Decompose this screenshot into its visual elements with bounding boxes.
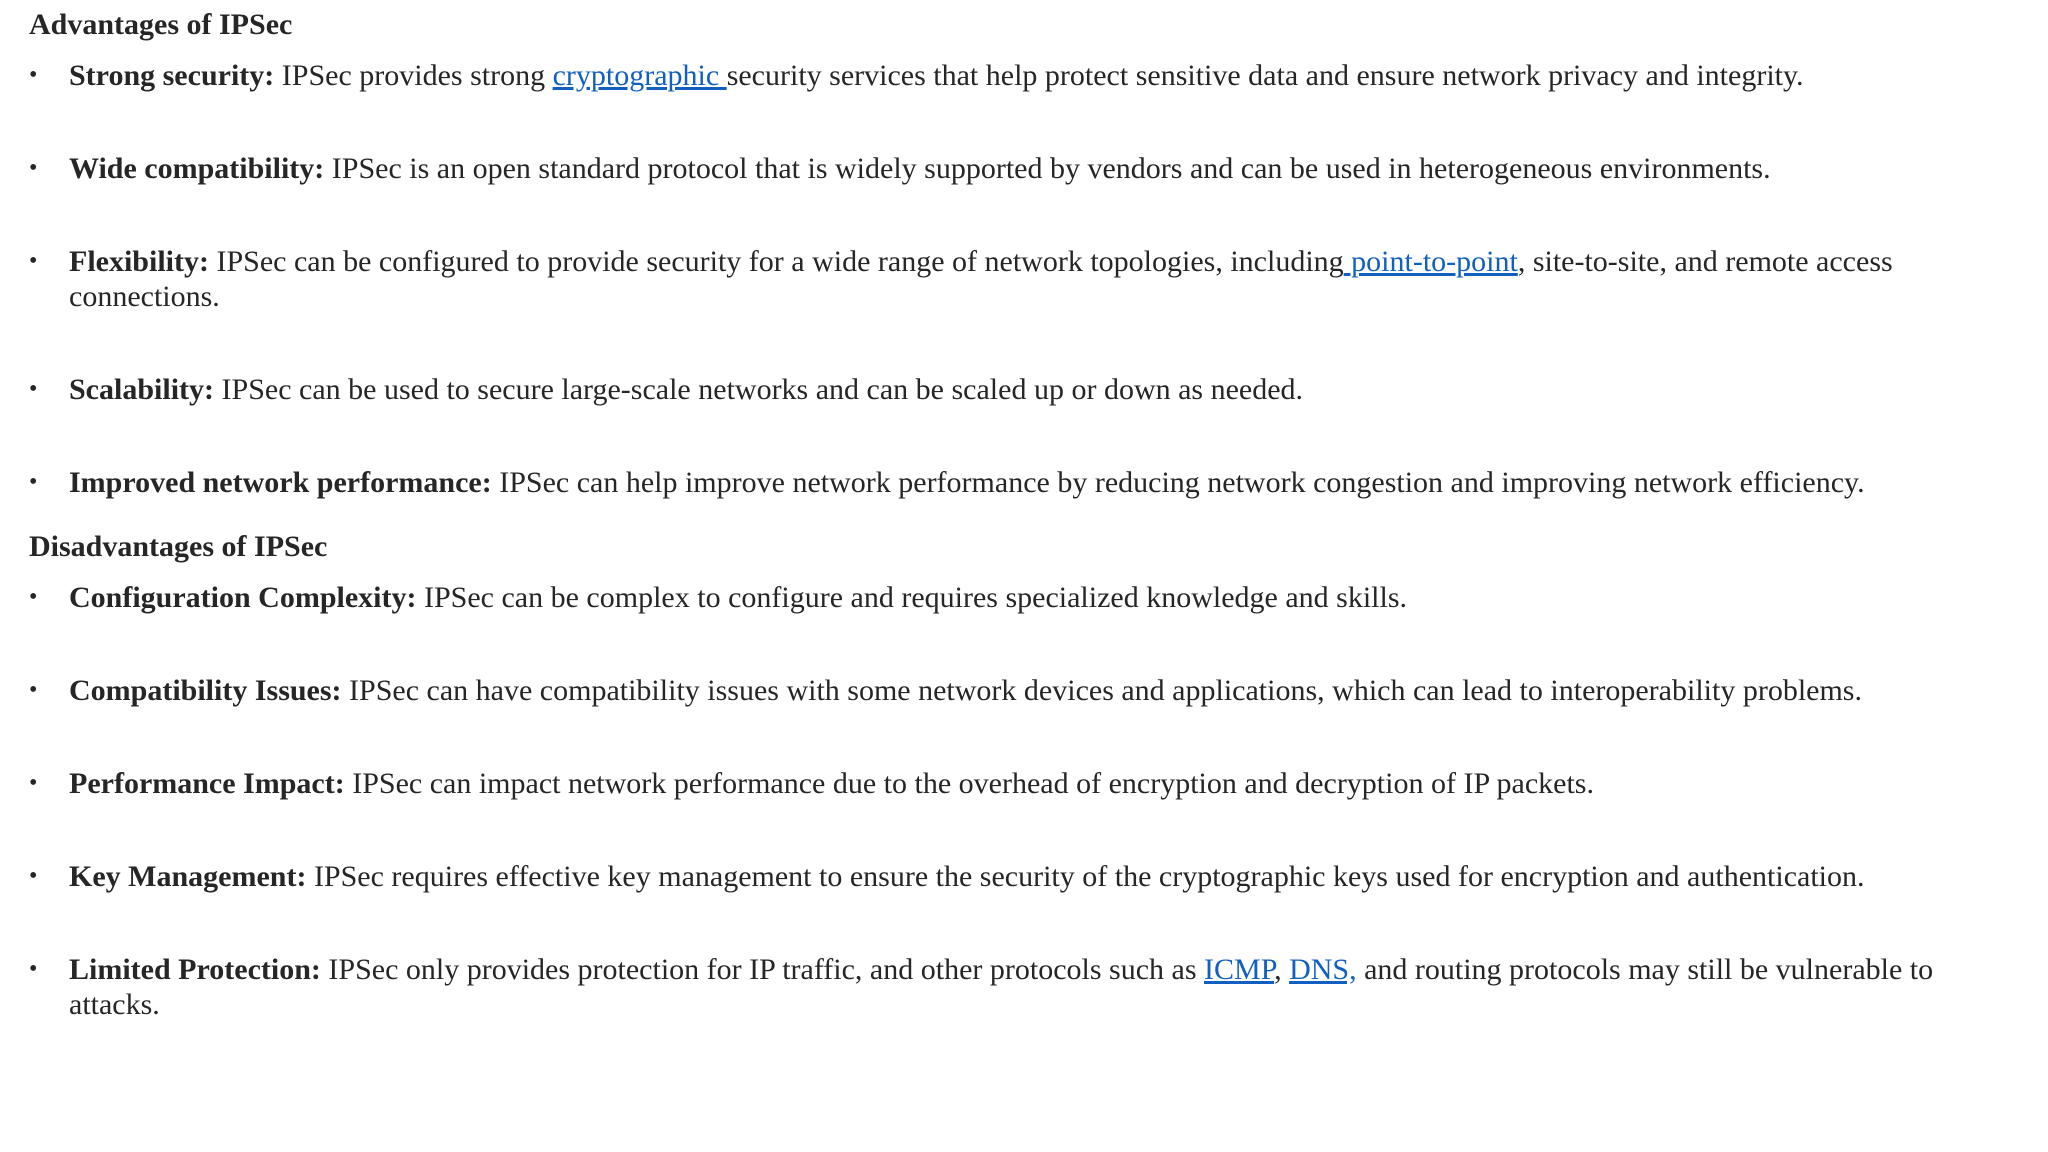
list-item (29, 465, 2019, 500)
list-item (29, 859, 2019, 894)
link-icmp[interactable]: ICMP (1204, 953, 1275, 986)
item-term: Improved network performance: (69, 466, 492, 499)
item-term: Scalability: (69, 373, 215, 406)
item-term: Wide compatibility: (69, 152, 325, 185)
item-term: Flexibility: (69, 245, 209, 278)
item-term: Compatibility Issues: (69, 674, 342, 707)
list-item (29, 58, 2019, 93)
item-term: Strong security: (69, 59, 275, 92)
item-text: IPSec can have compatibility issues with some network devices and applications, which can lead to interoperability problems. (341, 674, 1862, 707)
item-term: Limited Protection: (69, 953, 321, 986)
list-item (29, 372, 2019, 407)
list-item (29, 244, 2019, 314)
item-text: , site-to-site, and remote access connections. (69, 245, 1893, 313)
bullet-icon: • (29, 584, 38, 610)
item-text: IPSec can impact network performance due to the overhead of encryption and decryption of IP packets. (344, 767, 1594, 800)
item-text: IPSec provides strong (274, 59, 553, 92)
disadvantages-list (29, 580, 2019, 1022)
disadvantages-heading: Disadvantages of IPSec (29, 530, 328, 563)
list-item (29, 580, 2019, 615)
item-text: IPSec can be configured to provide security for a wide range of network topologies, including (208, 245, 1344, 278)
bullet-icon: • (29, 677, 38, 703)
item-text: IPSec can help improve network performance by reducing network congestion and improving network efficiency. (491, 466, 1865, 499)
advantages-list (29, 58, 2019, 500)
item-term: Key Management: (69, 860, 307, 893)
item-term: Configuration Complexity: (69, 581, 417, 614)
bullet-icon: • (29, 863, 38, 889)
bullet-icon: • (29, 770, 38, 796)
bullet-icon: • (29, 155, 38, 181)
list-item (29, 766, 2019, 801)
link-cryptographic[interactable]: cryptographic (552, 59, 727, 92)
item-text: and routing protocols may still be vulnerable to attacks. (69, 953, 1934, 1021)
advantages-heading: Advantages of IPSec (29, 8, 293, 41)
item-text: IPSec requires effective key management to ensure the security of the cryptographic keys used for encryption and authentication. (306, 860, 1865, 893)
list-item (29, 151, 2019, 186)
link-dns[interactable]: DNS, (1289, 953, 1357, 986)
item-text: IPSec only provides protection for IP traffic, and other protocols such as (320, 953, 1205, 986)
bullet-icon: • (29, 248, 38, 274)
list-item (29, 952, 2019, 1022)
item-text: IPSec is an open standard protocol that is widely supported by vendors and can be used in heterogeneous environments. (324, 152, 1771, 185)
item-text: IPSec can be complex to configure and requires specialized knowledge and skills. (416, 581, 1408, 614)
bullet-icon: • (29, 376, 38, 402)
bullet-icon: • (29, 62, 38, 88)
item-text: , (1274, 953, 1290, 986)
link-point-to-point[interactable]: point-to-point (1343, 245, 1518, 278)
bullet-icon: • (29, 469, 38, 495)
item-term: Performance Impact: (69, 767, 345, 800)
list-item (29, 673, 2019, 708)
item-text: IPSec can be used to secure large-scale networks and can be scaled up or down as needed. (214, 373, 1304, 406)
item-text: security services that help protect sensitive data and ensure network privacy and integrity. (726, 59, 1804, 92)
bullet-icon: • (29, 956, 38, 982)
